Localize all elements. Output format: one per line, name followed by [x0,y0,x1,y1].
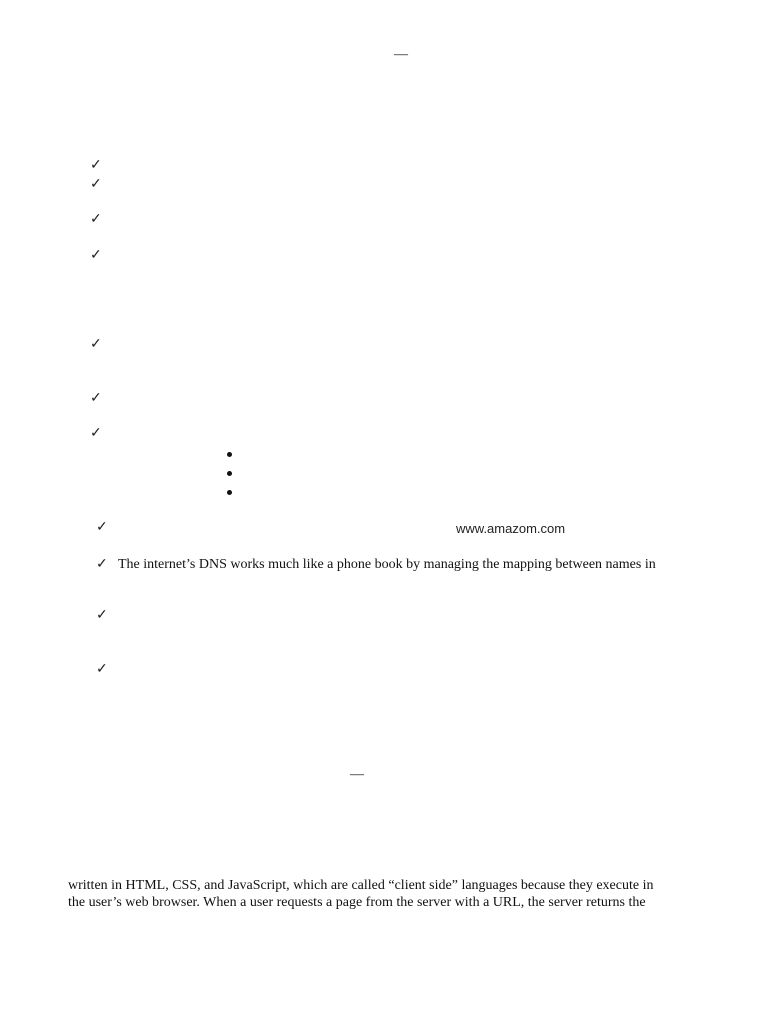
check-icon: ✓ [96,662,108,677]
bullet-icon [227,471,232,476]
amazon-url-link[interactable]: www.amazom.com [456,521,566,536]
check-icon: ✓ [90,177,102,192]
check-icon: ✓ [90,248,102,263]
check-icon: ✓ [96,520,108,535]
heading-dash-1: — [394,47,408,62]
dns-text: The internet’s DNS works much like a phone book by managing the mapping between names in [118,557,656,572]
paragraph-line-1: written in HTML, CSS, and JavaScript, which are called “client side” languages because they execute in [68,878,654,893]
check-icon: ✓ [96,557,108,572]
check-icon: ✓ [90,426,102,441]
check-icon: ✓ [90,337,102,352]
paragraph-line-2: the user’s web browser. When a user requests a page from the server with a URL, the server returns the [68,895,646,910]
check-icon: ✓ [90,158,102,173]
check-icon: ✓ [90,391,102,406]
check-icon: ✓ [96,608,108,623]
check-icon: ✓ [90,212,102,227]
heading-dash-2: — [350,767,364,782]
bullet-icon [227,452,232,457]
bullet-icon [227,490,232,495]
